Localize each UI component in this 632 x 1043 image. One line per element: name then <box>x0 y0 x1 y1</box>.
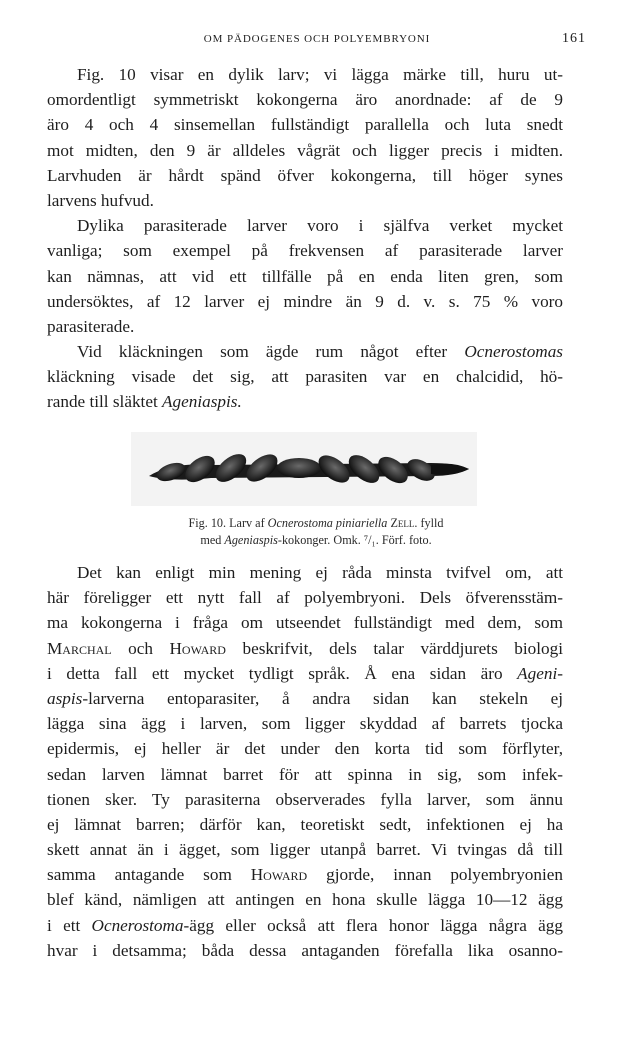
text-line: epidermis, ej heller är det under den korta tid som förflyter, <box>47 739 563 759</box>
text-line: undersöktes, af 12 larver ej mindre än 9 d. v. s. 75 % voro <box>47 291 563 311</box>
text-line: Larvhuden är hårdt spänd öfver kokongerna, till höger synes <box>47 165 563 185</box>
text-line: här föreligger ett nytt fall af polyembryoni. Dels öfverensstäm- <box>47 588 563 608</box>
text-line: lägga sina ägg i larven, som ligger skyddad af barrets tjocka <box>47 714 563 734</box>
species-name: Ocnerostoma piniariella <box>267 516 388 530</box>
cocoon <box>277 458 321 478</box>
genus-name: Ocnerostoma <box>91 915 184 935</box>
text-fragment: beskrifvit, dels talar värddjurets biologi <box>225 638 563 658</box>
author-name: Marchal <box>47 638 112 658</box>
text-fragment: . Förf. foto. <box>375 533 432 547</box>
text-block-upper <box>47 62 563 415</box>
text-fragment: fylld <box>417 516 444 530</box>
text-line: Det kan enligt min mening ej råda minsta tvifvel om, att <box>77 563 563 582</box>
text-line: skett annat än i ägget, som ligger utanpå barret. Vi tvingas då till <box>47 840 563 860</box>
text-line: parasiterade. <box>47 316 135 336</box>
text-line: hvar i detsamma; båda dessa antaganden förefalla lika osanno- <box>47 940 563 960</box>
figure-10-photo <box>131 432 477 506</box>
text-line: Dylika parasiterade larver voro i själfva verket mycket <box>77 216 563 236</box>
text-line <box>47 661 563 686</box>
author-name: Howard <box>169 638 226 658</box>
text-fragment: gjorde, innan polyembryonien <box>307 865 563 885</box>
text-fragment: i ett <box>47 915 92 935</box>
text-line <box>47 339 563 364</box>
running-head <box>48 33 586 51</box>
text-line: larvens hufvud. <box>47 190 154 210</box>
text-fragment: Fig. 10. Larv af <box>188 516 268 530</box>
text-line: omordentligt symmetriskt kokongerna äro anordnade: af de 9 <box>47 90 563 110</box>
genus-name: Ageniaspis <box>224 533 278 547</box>
caption-line <box>100 532 532 549</box>
text-fragment: i detta fall ett mycket tydligt språk. Å ena sidan äro <box>47 663 518 683</box>
text-line <box>47 686 563 711</box>
text-line <box>47 862 563 887</box>
text-line <box>47 389 563 414</box>
text-fragment: -larverna entoparasiter, å andra sidan kan stekeln ej <box>82 688 563 708</box>
text-fragment: rande till släktet <box>47 392 163 412</box>
text-fragment: med <box>200 533 225 547</box>
cocoon <box>154 459 188 484</box>
text-fragment: -ägg eller också att flera honor lägga några ägg <box>183 915 563 935</box>
species-name: Ocnerostomas <box>464 342 563 362</box>
text-line: sedan larven lämnat barret för att spinna in sig, som infek- <box>47 764 563 784</box>
page-number: 161 <box>562 31 586 46</box>
text-fragment: -kokonger. Omk. <box>277 533 364 547</box>
genus-name: Ageniaspis. <box>162 392 242 412</box>
text-fragment: Vid kläckningen som ägde rum något efter <box>77 342 465 362</box>
author-name: Zell. <box>390 516 418 530</box>
larva-with-cocoons-icon <box>131 432 477 506</box>
text-line: vanliga; som exempel på frekvensen af parasiterade larver <box>47 241 563 261</box>
text-line: tionen sker. Ty parasiterna observerades fylla larver, som ännu <box>47 789 563 809</box>
running-title: OM PÄDOGENES OCH POLYEMBRYONI <box>203 33 431 45</box>
author-name: Howard <box>250 865 308 885</box>
text-line: mot midten, den 9 är alldeles vågrät och ligger precis i midten. <box>47 140 563 160</box>
text-fragment: och <box>111 638 170 658</box>
magnification: ⁷/₁ <box>363 533 376 547</box>
text-line: kläckning visade det sig, att parasiten var en chalcidid, hö- <box>47 367 563 387</box>
text-line: Fig. 10 visar en dylik larv; vi lägga märke till, huru ut- <box>77 65 563 84</box>
genus-name: Ageni- <box>517 663 563 683</box>
caption-line <box>100 515 532 532</box>
text-fragment: samma antagande som <box>47 865 251 885</box>
text-line <box>47 913 563 938</box>
text-line: blef känd, nämligen att antingen en hona skulle lägga 10—12 ägg <box>47 890 563 910</box>
text-line <box>47 636 563 661</box>
text-line: ej lämnat barren; därför kan, teoretiskt sedt, infektionen ej ha <box>47 814 563 834</box>
figure-caption <box>100 515 532 549</box>
text-line: äro 4 och 4 sinsemellan fullständigt parallella och luta snedt <box>47 115 563 135</box>
genus-name: aspis <box>47 688 83 708</box>
text-line: ma kokongerna i fråga om utseendet fullständigt med dem, som <box>47 613 563 633</box>
text-line: kan nämnas, att vid ett tillfälle på en enda liten gren, som <box>47 266 563 286</box>
text-block-lower <box>47 560 563 963</box>
